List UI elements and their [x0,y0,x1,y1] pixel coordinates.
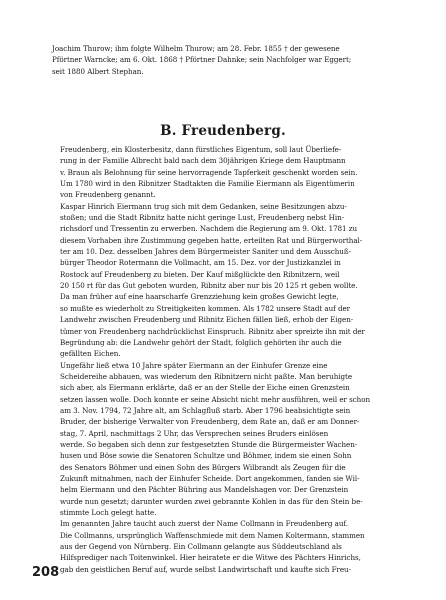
paragraph [52,518,416,575]
text-line: bürger Theodor Rotermann die Vollmacht, am 15. Dez. vor der Justizkanzlei in [60,258,341,268]
text-line: des Senators Böhmer und einen Sohn des Bürgers Wilbrandt als Zeugen für die [60,462,346,472]
intro-paragraph [52,43,416,77]
text-line: richsdorf und Tressentin zu erwerben. Nachdem die Regierung am 9. Okt. 1781 zu [60,224,358,234]
text-line: am 3. Nov. 1794, 72 Jahre alt, am Schlagfluß starb. Aber 1796 beabsichtigte sein [60,405,351,415]
text-line: helm Eiermann und den Pächter Bühring aus Mandelshagen vor. Der Grenzstein [60,485,349,495]
text-line: Zukunft mitnahmen, nach der Einhufer Scheide. Dort angekommen, fanden sie Wil- [60,473,360,483]
text-line: Scheidereihe abhauen, was wiederum den Ribnitzern nicht paßte. Man beruhigte [60,371,353,381]
text-line: stoßen; und die Stadt Ribnitz hatte nicht geringe Lust, Freudenberg nebst Hin- [60,213,344,223]
text-line: Ungefähr ließ etwa 10 Jahre später Eiermann an der Einhufer Grenze eine [60,360,328,370]
text-line: Hilfsprediger nach Toitenwinkel. Hier heiratete er die Witwe des Pächters Hinrichs, [60,553,361,563]
text-line: Kaspar Hinrich Eiermann trug sich mit dem Gedanken, seine Besitzungen abzu- [60,201,347,211]
text-line: Bruder, der bisherige Verwalter von Freudenberg, dem Rate an, daß er am Donner- [60,417,360,427]
section-heading: B. Freudenberg. [160,123,286,139]
text-line: seit 1880 Albert Stephan. [52,66,144,76]
text-line: v. Braun als Belohnung für seine hervorragende Tapferkeit geschenkt worden sein. [60,167,358,177]
text-line: sich aber, als Eiermann erklärte, daß er an der Stelle der Eiche einen Grenzstein [60,383,350,393]
text-line: wurde nun gesetzt; darunter wurden zwei gebrannte Kohlen in das für den Stein be- [60,496,363,506]
text-line: von Freudenberg genannt. [60,190,156,200]
text-line: Um 1780 wird in den Ribnitzer Stadtakten die Familie Eiermann als Eigentümerin [60,179,355,189]
text-line: Rostock auf Freudenberg zu bieten. Der Kauf mißglückte den Ribnitzern, weil [60,269,340,279]
text-line: stimmte Loch gelegt hatte. [60,508,157,517]
text-line: werde. So begaben sich denn zur festgesetzten Stunde die Bürgermeister Wachen- [60,439,358,449]
text-line: ter am 10. Dez. desselben Jahres dem Bürgermeister Saniter und dem Ausschuß- [60,247,351,257]
text-line: gefällten Eichen. [60,349,121,359]
text-line: Im genannten Jahre taucht auch zuerst der Name Collmann in Freudenberg auf. [60,519,348,529]
text-line: Da man früher auf eine haarscharfe Grenzziehung kein großes Gewicht legte, [60,292,339,302]
text-line: Joachim Thurow; ihm folgte Wilhelm Thurow; am 28. Febr. 1855 † der gewesene [52,44,340,53]
page-number: 208 [32,565,60,580]
intro-text [52,43,416,77]
text-line: Pförtner Warncke; am 6. Okt. 1868 † Pförtner Dahnke; sein Nachfolger war Eggert; [52,55,352,65]
text-line: stag, 7. April, nachmittags 2 Uhr, das Versprechen seines Bruders einlösen [60,428,329,438]
body-text [52,144,416,575]
paragraph [52,144,416,201]
text-line: Landwehr zwischen Freudenberg und Ribnitz Eichen fällen ließ, erhob der Eigen- [60,315,354,325]
text-line: Die Collmanns, ursprünglich Waffenschmiede mit dem Namen Koltermann, stammen [60,530,365,540]
text-line: rung in der Familie Albrecht bald nach dem 30jährigen Kriege dem Hauptmann [60,156,346,166]
text-line: husen und Böse sowie die Senatoren Schultze und Böhmer, indem sie einen Sohn [60,451,352,461]
text-line: Freudenberg, ein Klosterbesitz, dann fürstliches Eigentum, soll laut Überliefe- [60,145,342,154]
text-line: so mußte es wiederholt zu Streitigkeiten kommen. Als 1782 unsere Stadt auf der [60,303,351,313]
text-line: gab den geistlichen Beruf auf, wurde selbst Landwirtschaft und kaufte sich Freu- [60,564,351,574]
text-line: setzen lassen wolle. Doch konnte er seine Absicht nicht mehr ausführen, weil er schon [60,394,371,404]
text-line: diesem Vorhaben ihre Zustimmung gegeben hatte, erteilten Rat und Bürgerworthal- [60,235,363,245]
paragraph [52,360,416,519]
text-line: 20 150 rt für das Gut geboten wurden, Ribnitz aber nur bis 20 125 rt geben wollte. [60,281,358,291]
text-line: aus der Gegend von Nürnberg. Ein Collmann gelangte aus Süddeutschland als [60,542,342,552]
text-line: tümer von Freudenberg nachdrücklichst Einspruch. Ribnitz aber spreizte ihn mit der [60,326,365,336]
paragraph [52,201,416,292]
text-line: Begründung ab: die Landwehr gehört der Stadt, folglich gehörten ihr auch die [60,337,342,347]
paragraph [52,291,416,359]
